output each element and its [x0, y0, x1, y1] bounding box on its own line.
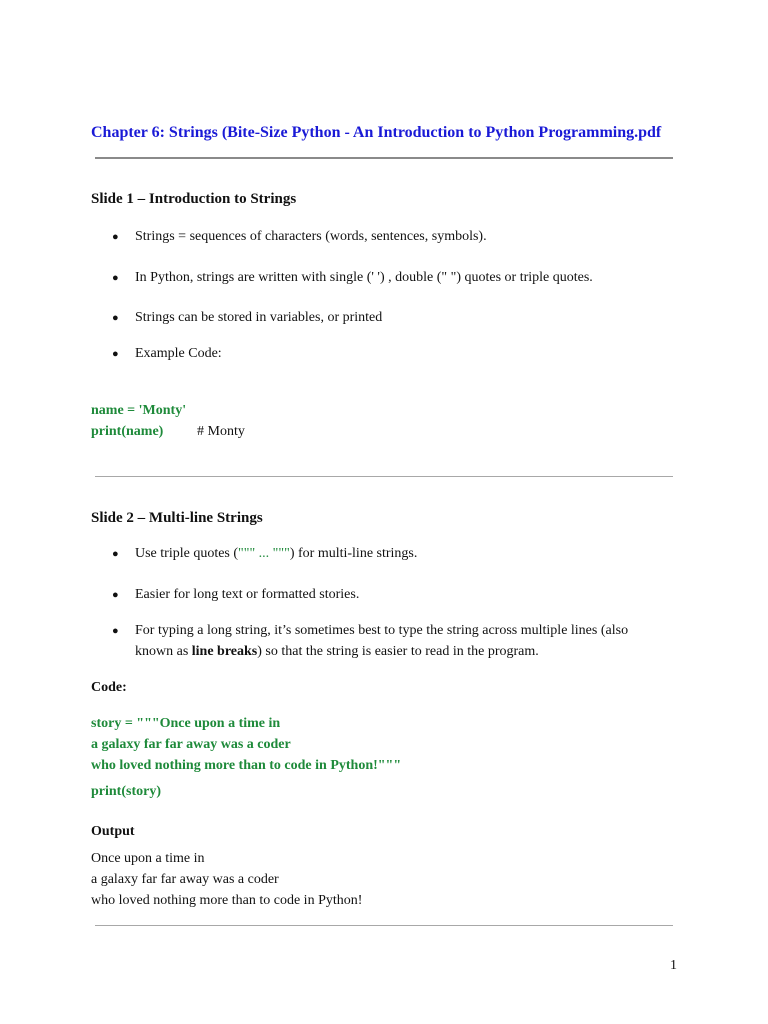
slide2-bullet-1-end: ) for multi-line strings.	[289, 546, 418, 561]
slide2-bullet-3-end: ) so that the string is easier to read in the program.	[257, 644, 539, 659]
bullet-icon: ●	[112, 272, 119, 284]
bullet-icon: ●	[112, 548, 119, 560]
bullet-icon: ●	[112, 312, 119, 324]
slide1-bullet-4: Example Code:	[135, 346, 222, 361]
slide2-bullet-2: Easier for long text or formatted stories.	[135, 587, 360, 602]
slide2-code-line-1: story = """Once upon a time in	[91, 716, 281, 731]
slide1-code-line-2: print(name)	[91, 424, 164, 439]
output-line-2: a galaxy far far away was a coder	[91, 872, 279, 887]
slide2-code-line-2: a galaxy far far away was a coder	[91, 737, 291, 752]
slide2-bullet-3-line-2	[135, 644, 539, 660]
section-divider	[95, 476, 673, 477]
bullet-icon: ●	[112, 231, 119, 243]
slide2-bullet-1-start: Use triple quotes (	[135, 546, 239, 561]
slide1-bullet-1: Strings = sequences of characters (words, sentences, symbols).	[135, 229, 487, 244]
slide1-code-line-1: name = 'Monty'	[91, 403, 187, 418]
bullet-icon: ●	[112, 625, 119, 637]
output-label: Output	[91, 824, 135, 839]
slide2-heading: Slide 2 – Multi-line Strings	[91, 510, 263, 526]
slide2-bullet-3-line-1: For typing a long string, it’s sometimes best to type the string across multiple lines (also	[135, 623, 629, 638]
triple-quote-example: """ ... """	[238, 546, 290, 561]
slide2-code-line-4: print(story)	[91, 784, 161, 799]
code-label: Code:	[91, 680, 127, 695]
slide2-bullet-1	[135, 546, 417, 562]
bullet-icon: ●	[112, 348, 119, 360]
document-title: Chapter 6: Strings (Bite-Size Python - An Introduction to Python Programming.pdf	[91, 124, 662, 141]
slide1-heading: Slide 1 – Introduction to Strings	[91, 191, 297, 207]
section-divider	[95, 925, 673, 926]
slide2-bullet-3-start: known as	[135, 644, 192, 659]
line-breaks-term: line breaks	[191, 644, 258, 659]
bullet-icon: ●	[112, 589, 119, 601]
slide1-bullet-3: Strings can be stored in variables, or printed	[135, 310, 383, 325]
output-line-3: who loved nothing more than to code in Python!	[91, 893, 363, 908]
slide2-code-line-3: who loved nothing more than to code in Python!"""	[91, 758, 402, 773]
slide1-code-comment: # Monty	[197, 424, 245, 439]
title-divider	[95, 157, 673, 159]
output-line-1: Once upon a time in	[91, 851, 205, 866]
slide1-bullet-2: In Python, strings are written with single (' ') , double (" ") quotes or triple quotes.	[135, 270, 593, 285]
page-number: 1	[670, 958, 677, 973]
